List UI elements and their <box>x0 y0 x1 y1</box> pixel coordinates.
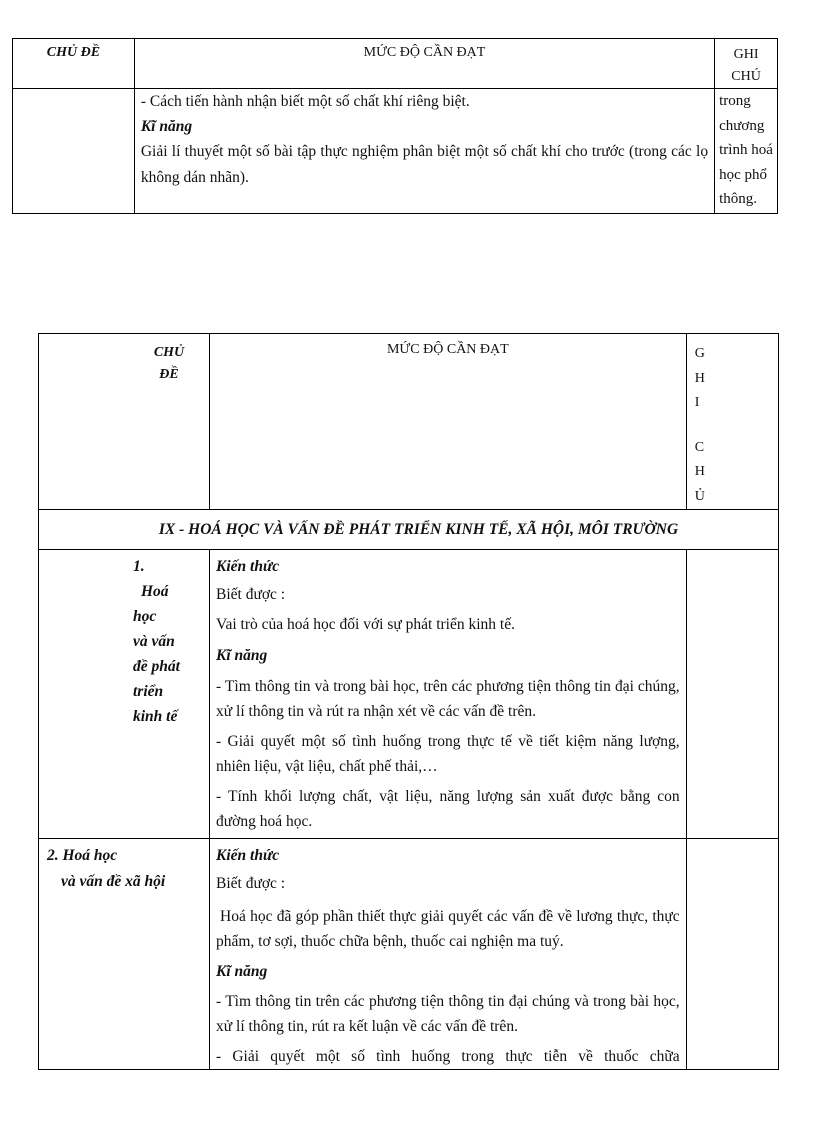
text-line: Biết được : <box>216 586 286 603</box>
header-note-letter: G <box>694 346 705 361</box>
section-title: IX - HOÁ HỌC VÀ VẤN ĐỀ PHÁT TRIỂN KINH TẾ, XÃ HỘI, MÔI TRƯỜNG <box>39 510 779 550</box>
topic-line: học <box>133 608 157 625</box>
content-cell <box>134 89 714 214</box>
note-text: trong chương trình hoá học phổ thông. <box>719 93 773 207</box>
text-line: - Giải quyết một số tình huống trong thực tế về tiết kiệm năng lượng, nhiên liệu, vật liệu, chất phế thải,… <box>216 733 680 775</box>
header-topic-line: CHỦ <box>153 345 185 360</box>
header-level: MỨC ĐỘ CẦN ĐẠT <box>210 334 687 510</box>
header-note <box>686 334 778 510</box>
text-line: Hoá học đã góp phần thiết thực giải quyết các vấn đề về lương thực, thực phẩm, tơ sợi, thuốc chữa bệnh, thuốc cai nghiện ma tuý. <box>216 908 680 950</box>
topic-line: 1. <box>133 558 145 575</box>
text-line: Biết được : <box>216 875 286 892</box>
header-topic: CHỦ ĐỀ <box>13 39 135 89</box>
topic-line: triển <box>133 683 164 700</box>
knowledge-heading: Kiến thức <box>216 558 280 575</box>
topic-line: Hoá <box>141 583 169 600</box>
skills-heading: Kĩ năng <box>216 647 268 664</box>
note-cell <box>686 550 778 839</box>
header-topic <box>39 334 210 510</box>
note-cell <box>715 89 778 214</box>
text-line: - Tìm thông tin trên các phương tiện thông tin đại chúng và trong bài học, xử lí thông tin, rút ra kết luận về các vấn đề trên. <box>216 993 680 1035</box>
skills-heading: Kĩ năng <box>216 963 268 980</box>
text-line: - Tìm thông tin và trong bài học, trên các phương tiện thông tin đại chúng, xử lí thông tin và rút ra nhận xét về các vấn đề trên. <box>216 678 680 720</box>
topic-line: và vấn <box>133 633 175 650</box>
text-line: - Tính khối lượng chất, vật liệu, năng lượng sản xuất được bằng con đường hoá học. <box>216 788 680 830</box>
header-note-letter: Ủ <box>694 488 705 504</box>
header-note-letter: H <box>694 464 705 479</box>
header-level: MỨC ĐỘ CẦN ĐẠT <box>134 39 714 89</box>
topic-cell-empty <box>13 89 135 214</box>
knowledge-heading: Kiến thức <box>216 847 280 864</box>
content-cell <box>210 839 687 1070</box>
header-note: GHI CHÚ <box>715 39 778 89</box>
header-note-letter: H <box>694 370 705 386</box>
header-note-letter: C <box>694 439 705 455</box>
topic-line: đề phát <box>133 658 180 675</box>
text-line: Giải lí thuyết một số bài tập thực nghiệm phân biệt một số chất khí cho trước (trong các lọ không dán nhãn). <box>140 143 709 186</box>
table-top <box>12 38 778 214</box>
header-note-gap <box>695 416 778 436</box>
note-cell <box>686 839 778 1070</box>
header-note-letter: I <box>694 395 700 410</box>
text-line: - Giải quyết một số tình huống trong thực tiễn về thuốc chữa <box>216 1048 680 1065</box>
table-bottom <box>38 333 779 1070</box>
topic-line: kinh tế <box>133 708 178 725</box>
skills-heading: Kĩ năng <box>140 118 193 135</box>
topic-line: 2. Hoá học <box>47 847 118 864</box>
content-cell <box>210 550 687 839</box>
text-line: - Cách tiến hành nhận biết một số chất khí riêng biệt. <box>140 93 470 110</box>
topic-cell <box>39 550 210 839</box>
topic-line: và vấn đề xã hội <box>61 873 166 890</box>
text-line: Vai trò của hoá học đối với sự phát triển kinh tế. <box>216 616 515 633</box>
header-topic-line: ĐỀ <box>159 367 179 382</box>
topic-cell <box>39 839 210 1070</box>
